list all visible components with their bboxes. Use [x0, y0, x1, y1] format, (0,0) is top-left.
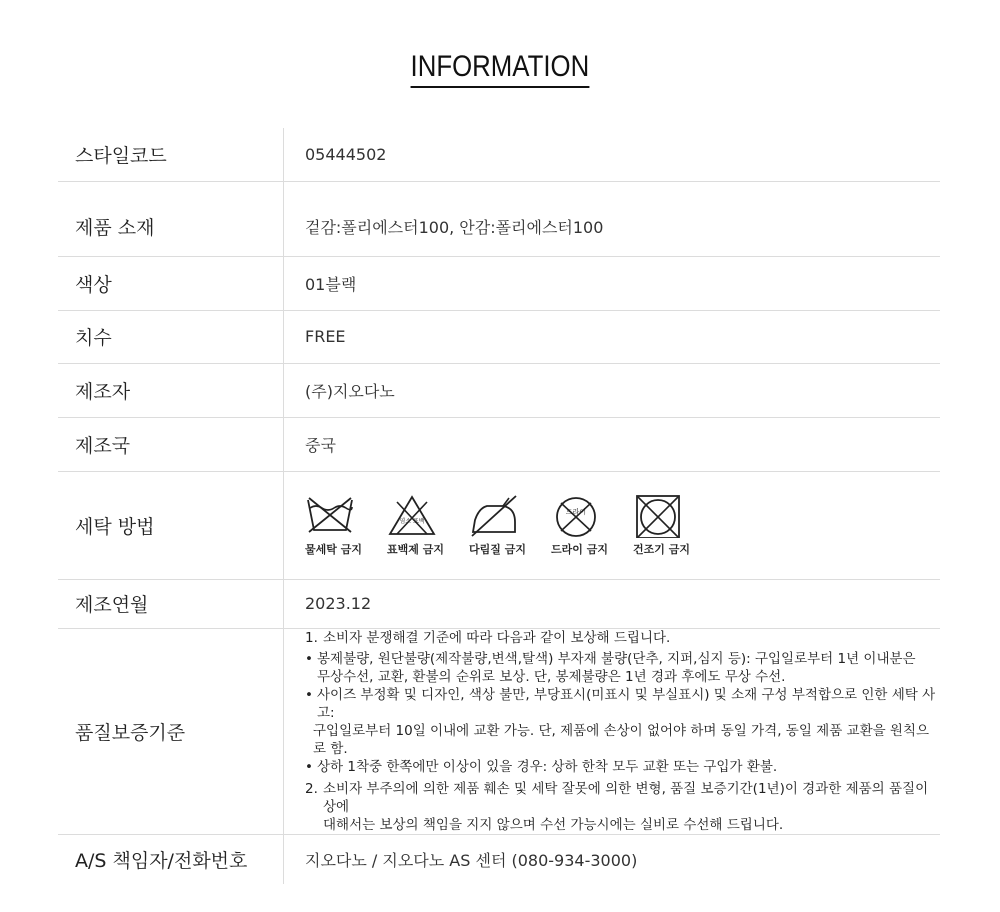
table-row [58, 256, 940, 310]
bullet-line: 봉제불량, 원단불량(제작불량,변색,탈색) 부자재 불량(단추, 지퍼,심지 등): 구입일로부터 1년 이내분은 [317, 650, 916, 667]
page-title-wrap [0, 50, 1000, 88]
table-row [58, 310, 940, 363]
row-value: 중국 [284, 417, 941, 471]
bullet-dot: • [305, 758, 313, 775]
table-row [58, 834, 940, 884]
table-row [58, 181, 940, 256]
no-dry-clean-icon [551, 494, 601, 538]
row-label: 색상 [58, 256, 284, 310]
table-row [58, 128, 940, 181]
no-water-wash-icon [305, 494, 355, 538]
bullet-dot: • [305, 650, 313, 667]
table-row [58, 628, 940, 834]
care-caption: 물세탁 금지 [305, 542, 362, 556]
no-bleach-icon [387, 494, 437, 538]
row-value: 지오다노 / 지오다노 AS 센터 (080-934-3000) [305, 850, 638, 870]
product-info-table [58, 128, 940, 884]
bullet-dot: • [305, 686, 313, 703]
row-label: 스타일코드 [58, 128, 284, 181]
no-iron-icon [469, 494, 519, 538]
row-label: 제조자 [58, 363, 284, 417]
care-item [387, 494, 469, 557]
quality-bullet [305, 686, 940, 758]
item-text: 소비자 분쟁해결 기준에 따라 다음과 같이 보상해 드립니다. [323, 629, 671, 646]
table-row [58, 363, 940, 417]
care-icons-cell [284, 471, 941, 579]
table-row [58, 417, 940, 471]
row-value: (주)지오다노 [284, 363, 941, 417]
care-item [469, 494, 551, 557]
item-number: 1. [305, 629, 318, 646]
quality-cell [284, 628, 941, 834]
care-item [633, 494, 715, 557]
care-caption: 드라이 금지 [551, 542, 608, 556]
bullet-line: 사이즈 부정확 및 디자인, 색상 불만, 부당표시(미표시 및 부실표시) 및 소재 구성 부적합으로 인한 세탁 사고: [317, 686, 936, 721]
quality-bullet [305, 650, 940, 686]
row-label: 품질보증기준 [58, 628, 284, 834]
row-value: FREE [284, 310, 941, 363]
item-number: 2. [305, 780, 318, 797]
no-tumble-dry-icon [633, 494, 683, 538]
care-item [305, 494, 387, 557]
bleach-inner-text: 염소 표백 [399, 517, 425, 525]
row-label: 제품 소재 [58, 181, 284, 256]
bullet-line: 상하 1착중 한쪽에만 이상이 있을 경우: 상하 한착 모두 교환 또는 구입가 환불. [317, 758, 778, 775]
row-value: 05444502 [284, 128, 941, 181]
page-title: INFORMATION [411, 50, 590, 88]
quality-item-1 [305, 629, 940, 647]
bullet-line: 구입일로부터 10일 이내에 교환 가능. 단, 제품에 손상이 없어야 하며 동일 가격, 동일 제품 교환을 원칙으로 함. [313, 722, 930, 757]
care-caption: 건조기 금지 [633, 542, 690, 556]
quality-text [305, 629, 940, 834]
care-item [551, 494, 633, 557]
care-caption: 표백제 금지 [387, 542, 444, 556]
quality-bullet [305, 758, 940, 776]
row-label: A/S 책임자/전화번호 [58, 834, 284, 884]
row-value: 겉감:폴리에스터100, 안감:폴리에스터100 [284, 181, 941, 256]
care-caption: 다림질 금지 [469, 542, 526, 556]
item-text: 소비자 부주의에 의한 제품 훼손 및 세탁 잘못에 의한 변형, 품질 보증기간(1년)이 경과한 제품의 품질이상에 [323, 780, 929, 815]
dry-inner-text: 드라이 [565, 507, 587, 516]
quality-item-2 [305, 780, 940, 834]
table-row [58, 579, 940, 628]
row-label: 제조국 [58, 417, 284, 471]
item-text: 대해서는 보상의 책임을 지지 않으며 수선 가능시에는 실비로 수선해 드립니다. [323, 816, 784, 833]
row-label: 제조연월 [58, 579, 284, 628]
row-label: 세탁 방법 [58, 471, 284, 579]
row-value: 2023.12 [284, 579, 941, 628]
row-label: 치수 [58, 310, 284, 363]
row-value: 01블랙 [284, 256, 941, 310]
table-row [58, 471, 940, 579]
care-icons [305, 494, 940, 557]
bullet-line: 무상수선, 교환, 환불의 순위로 보상. 단, 봉제불량은 1년 경과 후에도 무상 수선. [317, 668, 786, 685]
